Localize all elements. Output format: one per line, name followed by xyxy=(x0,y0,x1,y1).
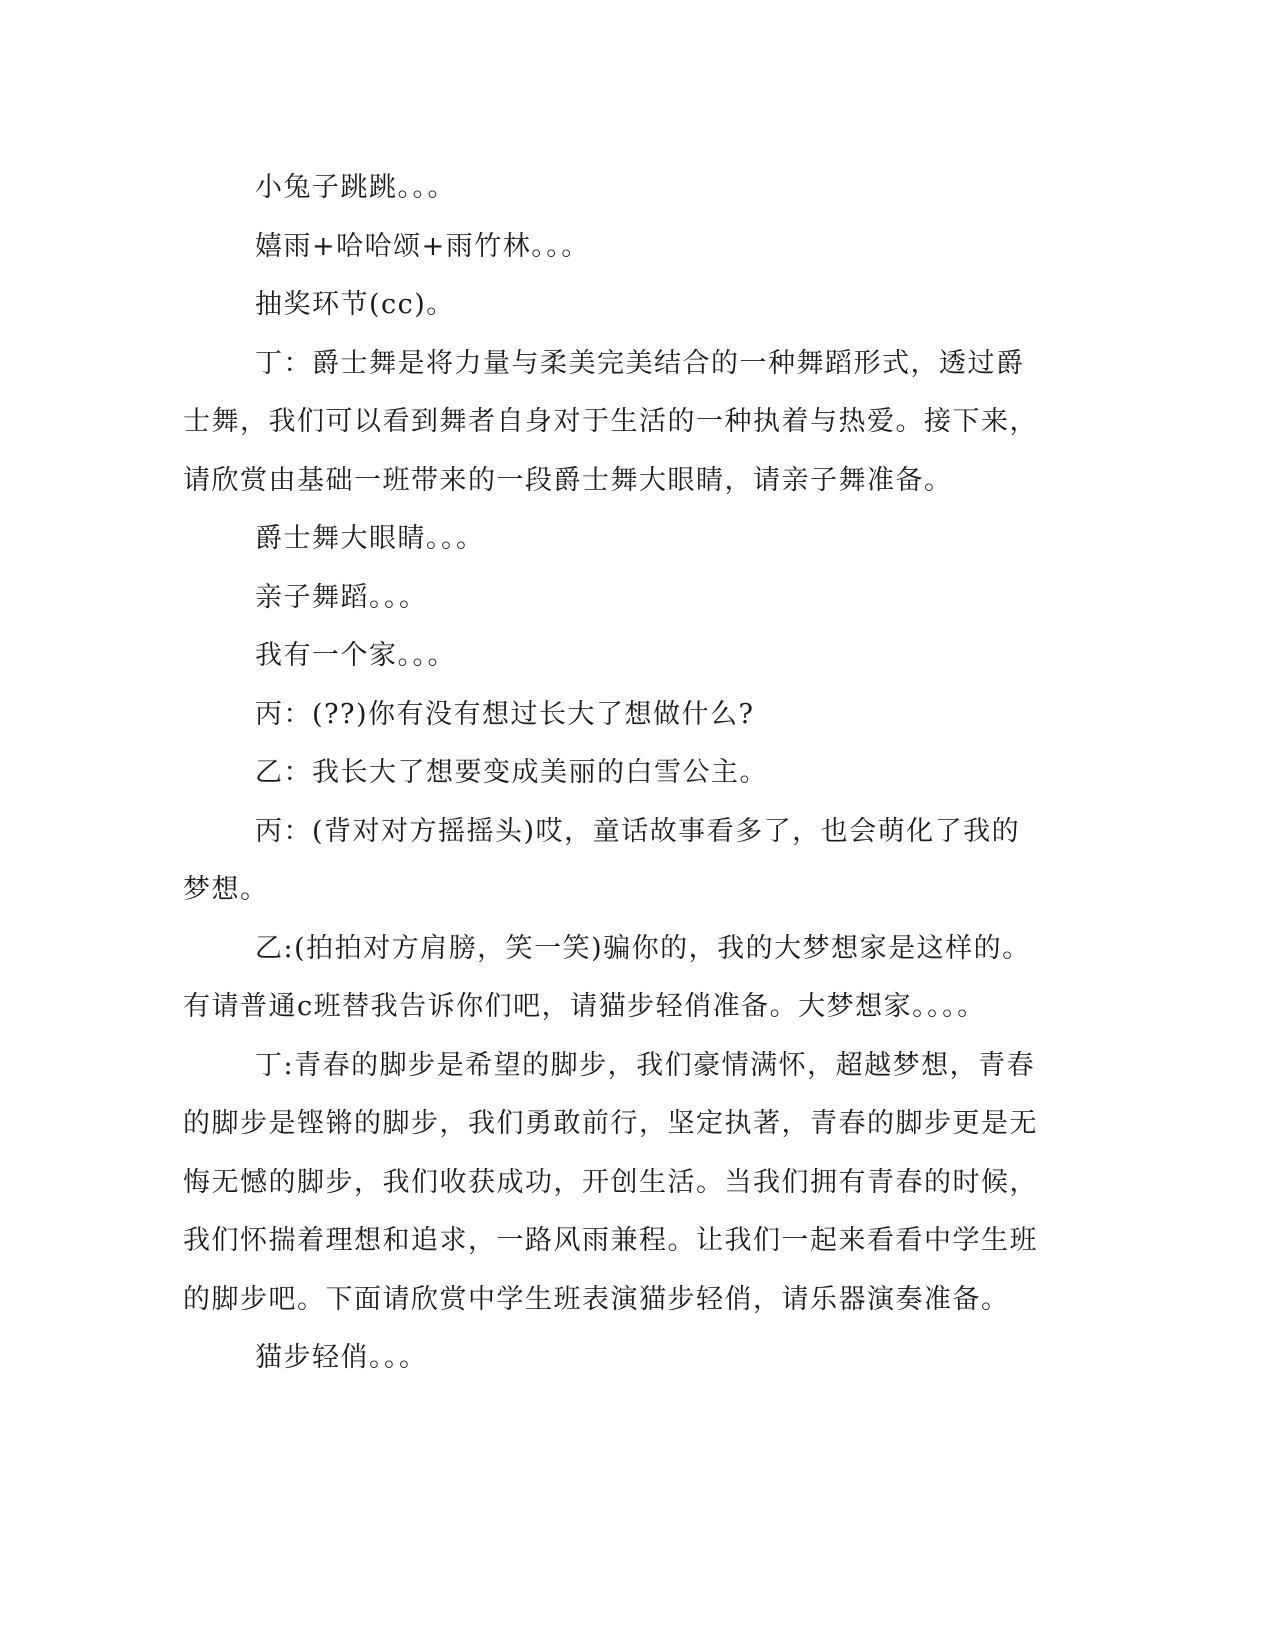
paragraph: 乙:(拍拍对方肩膀，笑一笑)骗你的，我的大梦想家是这样的。有请普通c班替我告诉你们吧，请猫步轻俏准备。大梦想家。。。。 xyxy=(183,932,1031,1022)
paragraph: 丁：爵士舞是将力量与柔美完美结合的一种舞蹈形式，透过爵士舞，我们可以看到舞者自身对于生活的一种执着与热爱。接下来，请欣赏由基础一班带来的一段爵士舞大眼睛，请亲子舞准备。 xyxy=(183,347,1038,496)
paragraph: 丙：(背对对方摇摇头)哎，童话故事看多了，也会萌化了我的梦想。 xyxy=(183,815,1021,905)
document-body xyxy=(183,159,1043,1388)
paragraph: 丙：(??)你有没有想过长大了想做什么? xyxy=(255,698,755,730)
paragraph: 猫步轻俏。。。 xyxy=(255,1342,428,1373)
paragraph: 我有一个家。。。 xyxy=(255,640,456,671)
paragraph: 爵士舞大眼睛。。。 xyxy=(255,523,485,554)
paragraph: 乙：我长大了想要变成美丽的白雪公主。 xyxy=(255,757,768,788)
paragraph: 抽奖环节(cc)。 xyxy=(255,289,455,320)
paragraph: 小兔子跳跳。。。 xyxy=(255,172,456,203)
paragraph: 嬉雨+哈哈颂+雨竹林。。。 xyxy=(255,230,590,262)
paragraph: 丁:青春的脚步是希望的脚步，我们豪情满怀，超越梦想，青春的脚步是铿锵的脚步，我们勇敢前行，坚定执著，青春的脚步更是无悔无憾的脚步，我们收获成功，开创生活。当我们拥有青春的时候，我们怀揣着理想和追求，一路风雨兼程。让我们一起来看看中学生班的脚步吧。下面请欣赏中学生班表演猫步轻俏，请乐器演奏准备。 xyxy=(183,1049,1038,1315)
paragraph: 亲子舞蹈。。。 xyxy=(255,581,428,613)
